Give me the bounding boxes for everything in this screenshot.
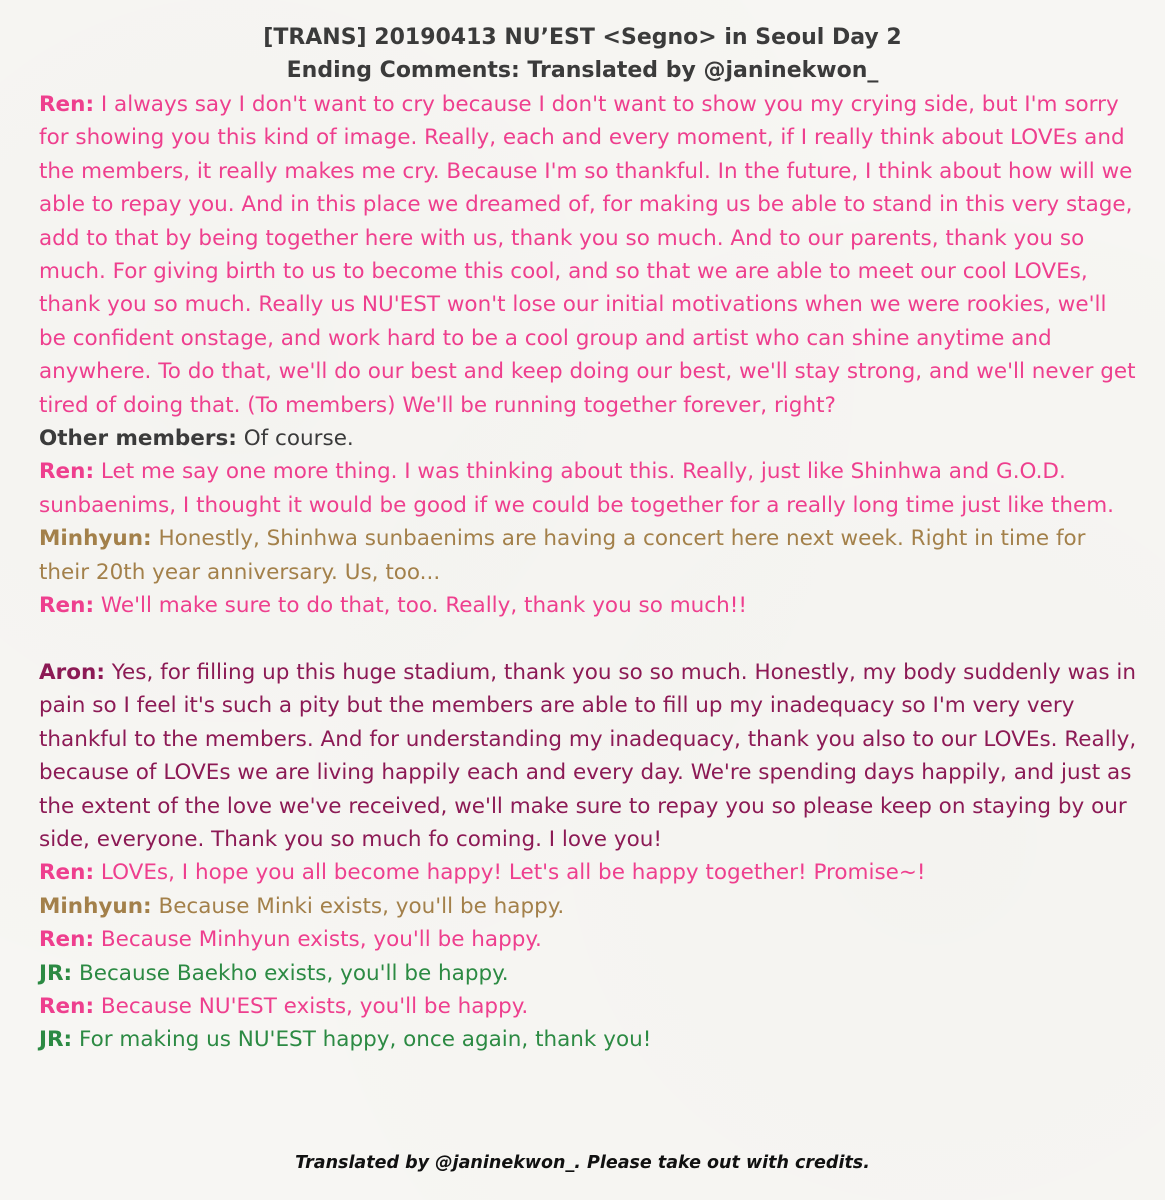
speaker-label: Ren: [39, 993, 95, 1019]
paragraph-gap [39, 623, 1139, 656]
entry-text: I always say I don't want to cry because I don't want to show you my crying side, but I'm sorry for showing you this kind of image. Really, each and every moment, if I really think about LOVEs and the members, it really makes me cry. Because I'm so thankful. In the future, I think about how will we able to repay you. And in this place we dreamed of, for making us be able to stand in this very stage, add to that by being together here with us, thank you so much. And to our parents, thank you so much. For giving birth to us to become this cool, and so that we are able to meet our cool LOVEs, thank you so much. Really us NU'EST won't lose our initial motivations when we were rookies, we'll be confident onstage, and work hard to be a cool group and artist who can shine anytime and anywhere. To do that, we'll do our best and keep doing our best, we'll stay strong, and we'll never get tired of doing that. (To members) We'll be running together forever, right? [39, 92, 1136, 418]
transcript-entry-jr [39, 1023, 1139, 1056]
transcript-entry-jr [39, 957, 1139, 990]
transcript-entry-minhyun [39, 522, 1139, 589]
speaker-label: JR: [39, 960, 73, 986]
transcript-entry-ren [39, 856, 1139, 889]
credit-footer: Translated by @janinekwon_. Please take out with credits. [295, 1153, 870, 1173]
entry-text: Because Minhyun exists, you'll be happy. [94, 927, 542, 953]
entry-text: Because Baekho exists, you'll be happy. [72, 960, 509, 986]
speaker-label: Ren: [39, 593, 95, 619]
page-title: [TRANS] 20190413 NU’EST <Segno> in Seoul Day 2 [263, 25, 902, 50]
page-subtitle: Ending Comments: Translated by @janinekwon_ [286, 58, 879, 83]
transcript-entry-ren [39, 990, 1139, 1023]
entry-text: Of course. [236, 426, 354, 452]
entry-text: We'll make sure to do that, too. Really, thank you so much!! [94, 593, 747, 619]
entry-text: For making us NU'EST happy, once again, thank you! [72, 1027, 652, 1053]
entry-text: Because Minki exists, you'll be happy. [151, 893, 565, 919]
speaker-label: Ren: [39, 927, 95, 953]
entry-text: Honestly, Shinhwa sunbaenims are having a concert here next week. Right in time for their 20th year anniversary. Us, too... [39, 526, 1086, 585]
transcript-entry-ren [39, 923, 1139, 956]
speaker-label: Ren: [39, 459, 95, 485]
entry-text: Because NU'EST exists, you'll be happy. [94, 993, 529, 1019]
speaker-label: Ren: [39, 860, 95, 886]
transcript [39, 88, 1139, 1057]
speaker-label: Aron: [39, 659, 105, 685]
speaker-label: Minhyun: [39, 893, 152, 919]
speaker-label: Ren: [39, 92, 95, 117]
transcript-entry-ren [39, 88, 1139, 422]
transcript-entry-other-members [39, 422, 1139, 455]
transcript-entry-minhyun [39, 890, 1139, 923]
speaker-label: JR: [39, 1027, 73, 1053]
header [0, 21, 1165, 87]
transcript-entry-ren [39, 455, 1139, 522]
entry-text: Let me say one more thing. I was thinking about this. Really, just like Shinhwa and G.O.D. sunbaenims, I thought it would be good if we could be together for a really long time just like them. [39, 459, 1115, 518]
entry-text: LOVEs, I hope you all become happy! Let's all be happy together! Promise~! [94, 860, 926, 886]
transcript-entry-aron [39, 656, 1139, 856]
speaker-label: Other members: [39, 426, 237, 452]
speaker-label: Minhyun: [39, 526, 152, 552]
entry-text: Yes, for filling up this huge stadium, thank you so so much. Honestly, my body suddenly was in pain so I feel it's such a pity but the members are able to fill up my inadequacy so I'm very very thankful to the members. And for understanding my inadequacy, thank you also to our LOVEs. Really, because of LOVEs we are living happily each and every day. We're spending days happily, and just as the extent of the love we've received, we'll make sure to repay you so please keep on staying by our side, everyone. Thank you so much fo coming. I love you! [39, 659, 1137, 852]
transcript-entry-ren [39, 589, 1139, 622]
